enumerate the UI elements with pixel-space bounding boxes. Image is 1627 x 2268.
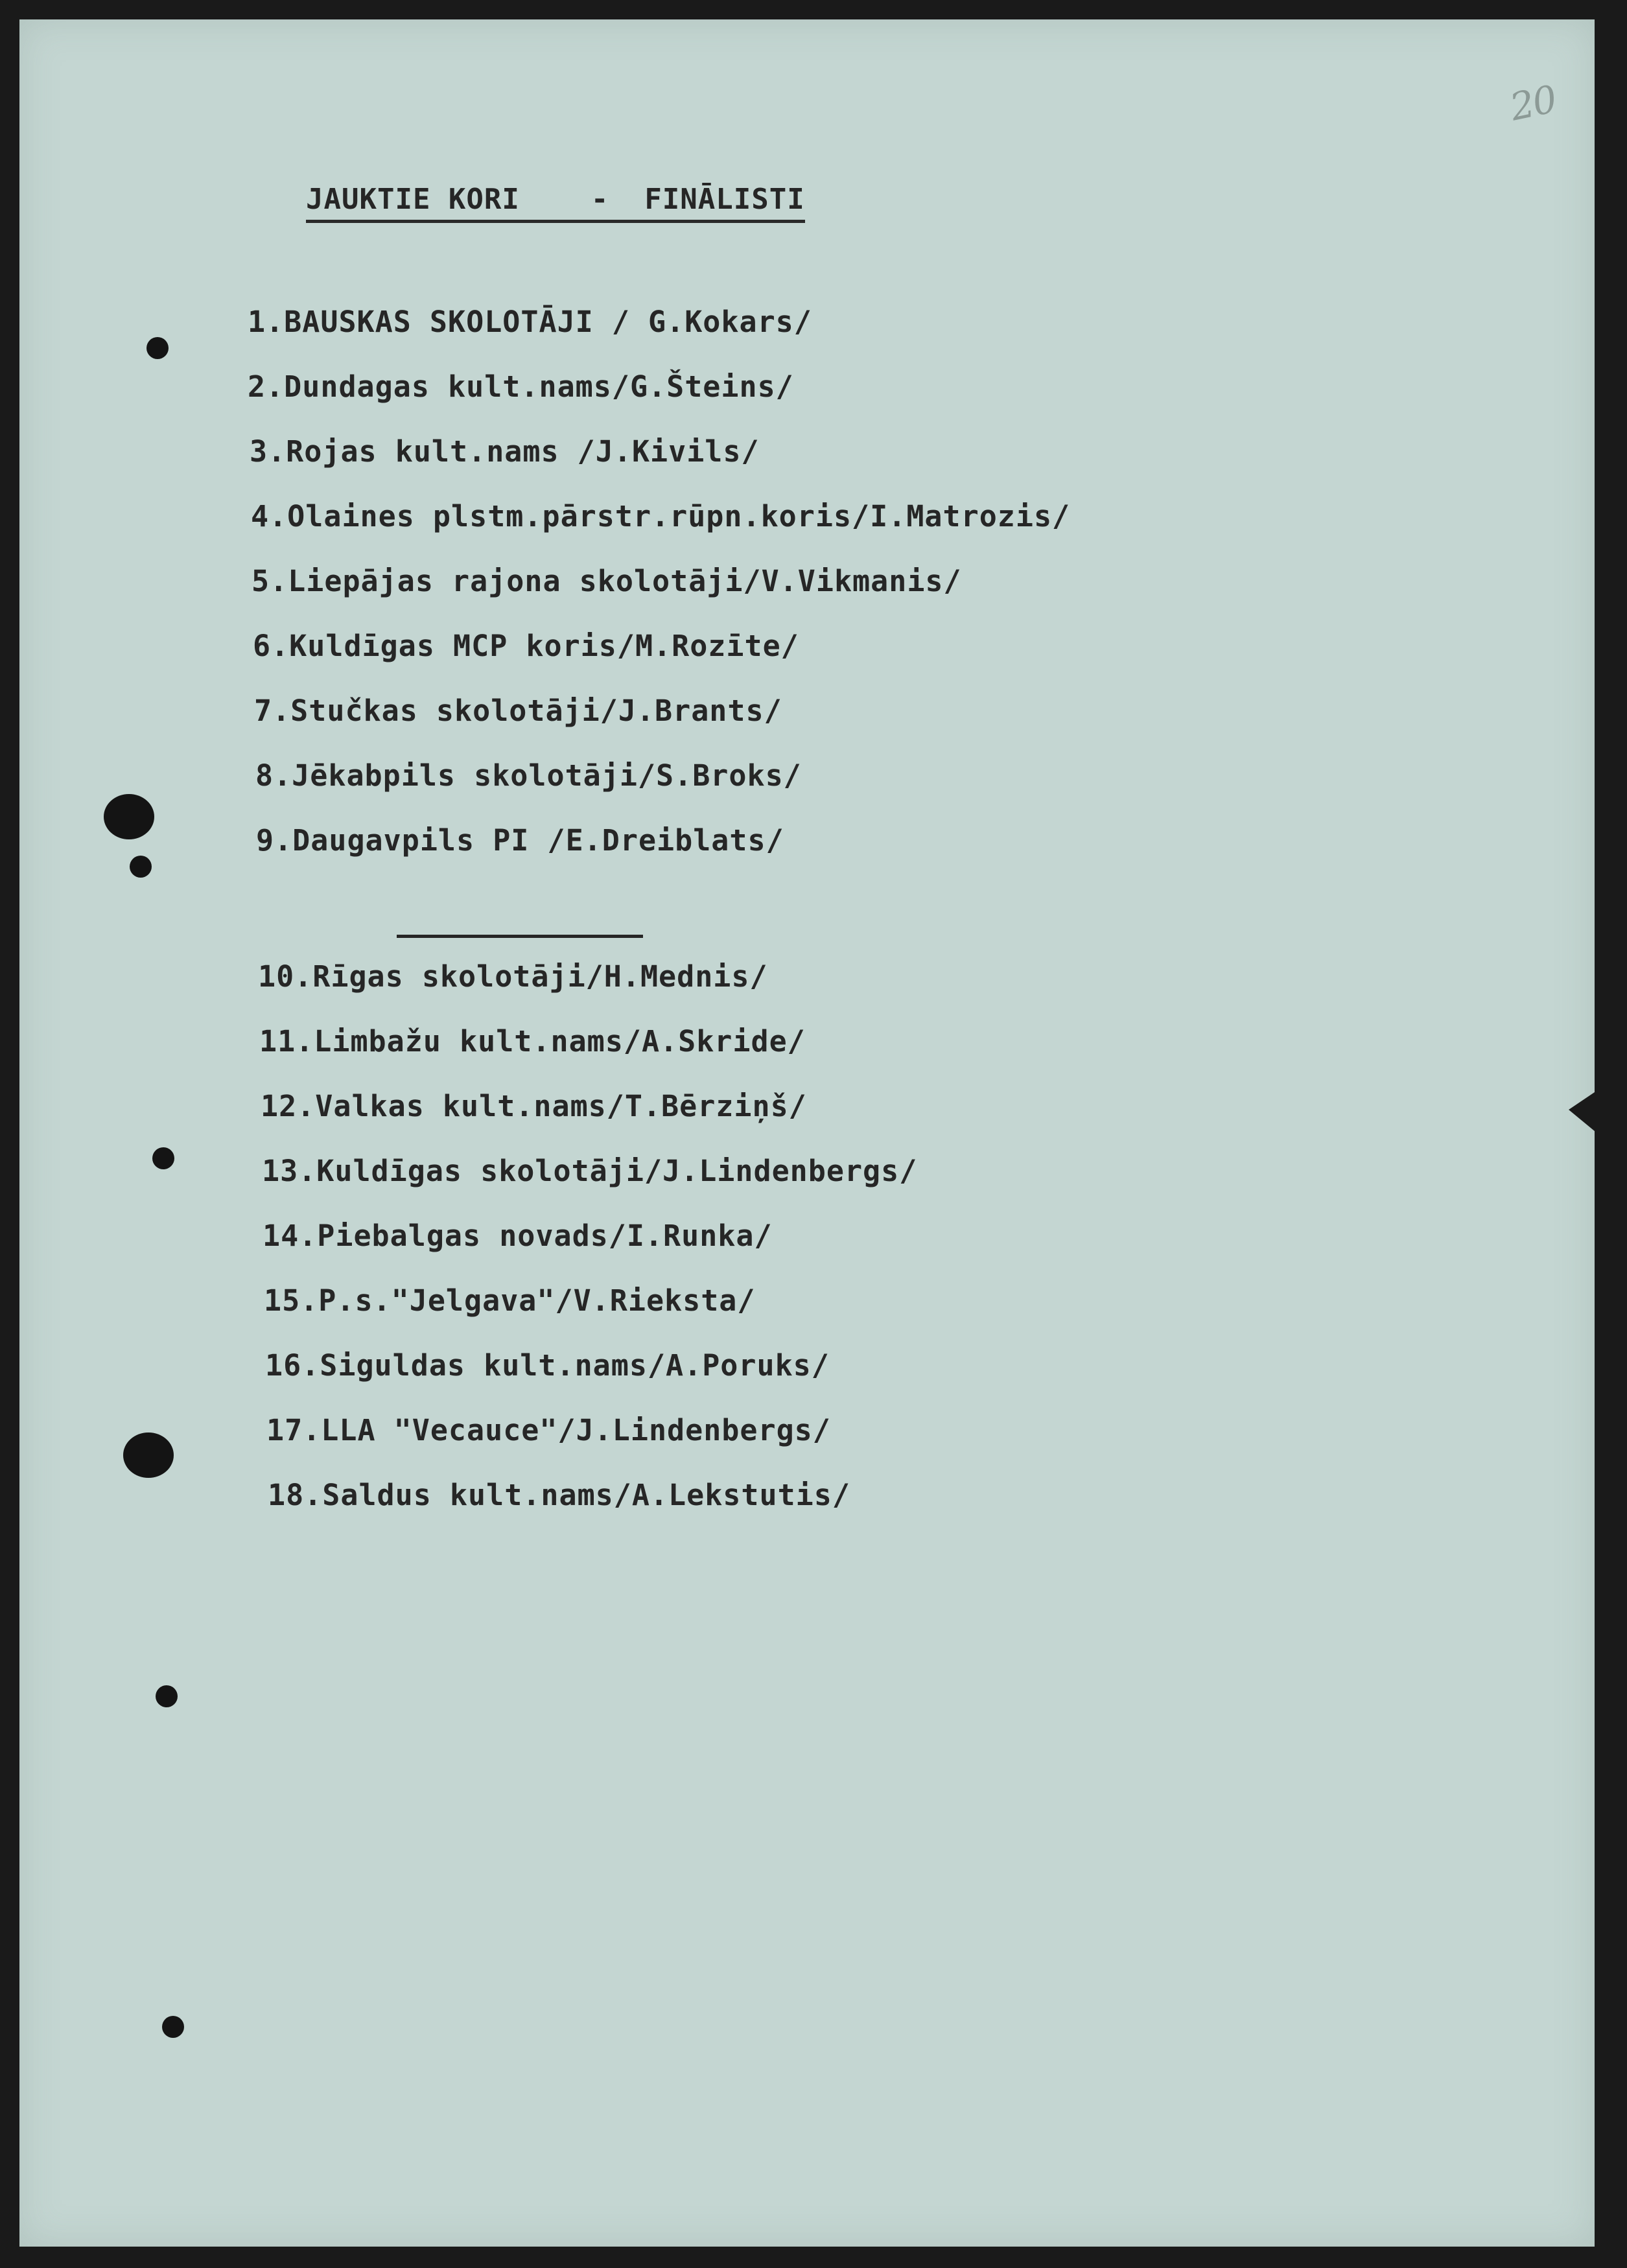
punch-hole (104, 794, 154, 839)
document-page (19, 19, 1595, 2247)
list-item: 18.Saldus kult.nams/A.Lekstutis/ (268, 1478, 850, 1512)
list-item: 9.Daugavpils PI /E.Dreiblats/ (256, 823, 784, 858)
list-item: 6.Kuldīgas MCP koris/M.Rozīte/ (253, 629, 799, 663)
list-item: 7.Stučkas skolotāji/J.Brants/ (254, 694, 782, 728)
list-item: 15.P.s."Jelgava"/V.Rieksta/ (264, 1283, 756, 1318)
paper-tear (1569, 1092, 1595, 1131)
punch-hole (162, 2016, 184, 2038)
list-item: 1.BAUSKAS SKOLOTĀJI / G.Kokars/ (248, 305, 812, 339)
list-item: 14.Piebalgas novads/I.Runka/ (263, 1219, 773, 1253)
list-item: 3.Rojas kult.nams /J.Kivils/ (250, 434, 760, 469)
punch-hole (146, 337, 169, 359)
list-item: 17.LLA "Vecauce"/J.Lindenbergs/ (266, 1413, 831, 1447)
list-item: 16.Siguldas kult.nams/A.Poruks/ (265, 1348, 830, 1383)
list-item: 10.Rīgas skolotāji/H.Mednis/ (258, 959, 768, 994)
list-item: 4.Olaines plstm.pārstr.rūpn.koris/I.Matrozis/ (251, 499, 1071, 533)
list-item: 11.Limbažu kult.nams/A.Skride/ (259, 1024, 806, 1058)
list-item: 5.Liepājas rajona skolotāji/V.Vikmanis/ (252, 564, 962, 598)
document-title: JAUKTIE KORI - FINĀLISTI (306, 183, 805, 223)
page-number-mark: 20 (1506, 76, 1560, 130)
punch-hole (156, 1685, 178, 1707)
punch-hole (152, 1147, 174, 1169)
punch-hole (123, 1432, 174, 1478)
list-item: 13.Kuldīgas skolotāji/J.Lindenbergs/ (262, 1154, 918, 1188)
list-item: 12.Valkas kult.nams/T.Bērziņš/ (261, 1089, 807, 1123)
list-item: 2.Dundagas kult.nams/G.Šteins/ (248, 369, 794, 404)
punch-hole (130, 856, 152, 878)
section-divider (397, 935, 643, 938)
list-item: 8.Jēkabpils skolotāji/S.Broks/ (255, 758, 802, 793)
